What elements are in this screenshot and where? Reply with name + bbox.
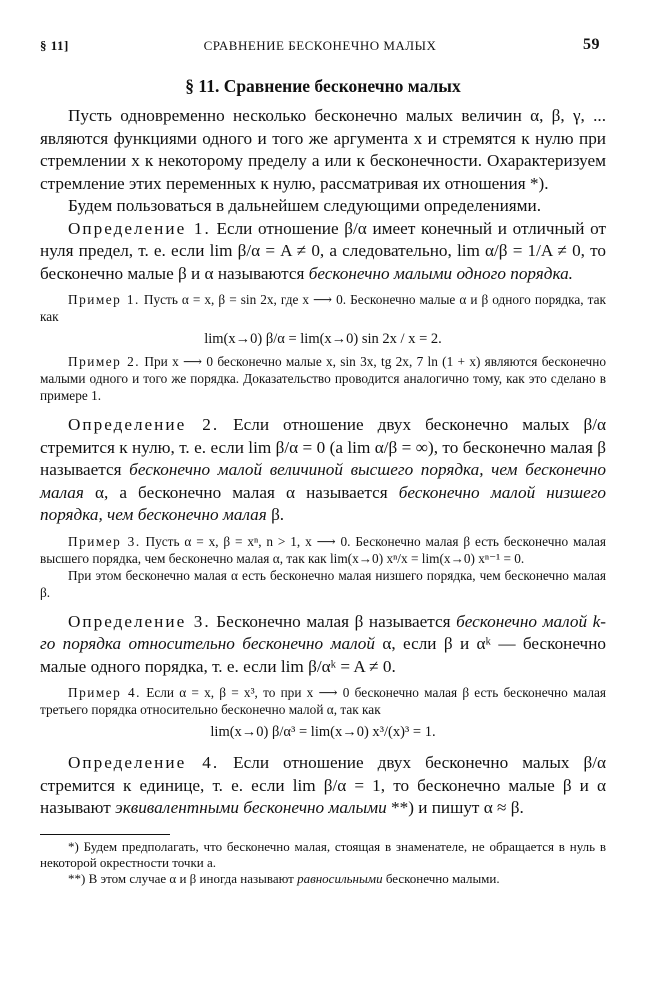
- page-number: 59: [583, 36, 600, 53]
- definition-3-label: Определение 3.: [68, 611, 211, 631]
- definition-3-term: бесконечно малой k-го порядка относительно бесконечно малой: [40, 611, 606, 653]
- definition-1: [40, 218, 606, 286]
- definition-1-term: бесконечно малыми одного порядка.: [308, 263, 573, 283]
- header-section-mark: § 11]: [40, 38, 69, 53]
- definition-4-text-2: **) и пишут α ≈ β.: [386, 798, 524, 817]
- example-4-label: Пример 4.: [68, 685, 142, 700]
- intro-paragraph: Пусть одновременно несколько бесконечно малых величин α, β, γ, ... являются функциями одного и того же аргумента x и стремятся к нулю при стремлении x к некоторому пределу a или к бесконечности. Охарактеризуем стремление этих переменных к нулю, рассматривая их отношения *).: [40, 106, 606, 193]
- page-body: [40, 76, 606, 887]
- definition-1-label: Определение 1.: [68, 218, 211, 238]
- footnote-divider: [40, 834, 170, 835]
- example-2-text: При x ⟶ 0 бесконечно малые x, sin 3x, tg 2x, 7 ln (1 + x) являются бесконечно малыми одного и того же порядка. Доказательство проводится аналогично тому, как это сделано в примере 1.: [40, 354, 606, 403]
- example-4: [40, 684, 606, 718]
- definition-2-text-3: β.: [266, 505, 285, 524]
- definition-2-term-1: бесконечно малой величиной высшего порядка, чем бесконечно малая: [40, 460, 606, 502]
- header-running-title: СРАВНЕНИЕ БЕСКОНЕЧНО МАЛЫХ: [203, 38, 437, 53]
- example-4-formula: lim(x→0) β/α³ = lim(x→0) x³/(x)³ = 1.: [210, 724, 436, 740]
- example-3-label: Пример 3.: [68, 533, 141, 549]
- intro-sentence: Будем пользоваться в дальнейшем следующими определениями.: [68, 196, 542, 215]
- example-2-label: Пример 2.: [68, 354, 141, 369]
- definition-3-text-1: Бесконечно малая β называется: [210, 611, 457, 631]
- definition-4-text-1: Если отношение двух бесконечно малых β/α стремится к единице, т. е. если lim β/α = 1, то бесконечно малые β и α называют: [40, 753, 607, 817]
- footnote-1: *) Будем предполагать, что бесконечно малая, стоящая в знаменателе, не обращается в нуль в некоторой окрестности точки a.: [40, 838, 606, 870]
- definition-4-term: эквивалентными бесконечно малыми: [115, 798, 387, 817]
- footnote-2-term: равносильными: [297, 870, 383, 886]
- footnote-2: [40, 871, 606, 887]
- definition-2-label: Определение 2.: [68, 415, 220, 434]
- example-3: [40, 533, 606, 567]
- definition-4-label: Определение 4.: [68, 753, 220, 772]
- footnote-2-text-b: бесконечно малыми.: [382, 870, 500, 886]
- definition-3: [40, 611, 606, 679]
- definition-4: [40, 752, 606, 820]
- definition-2-term-2: бесконечно малой низшего порядка, чем бесконечно малая: [40, 482, 606, 524]
- definition-3-text-2: α, если β и αᵏ — бесконечно малые одного порядка, т. е. если lim β/αᵏ = A ≠ 0.: [40, 634, 606, 676]
- example-1: [40, 291, 606, 325]
- page-header: [40, 36, 600, 58]
- example-3-note: При этом бесконечно малая α есть бесконечно малая низшего порядка, чем бесконечно малая β.: [40, 567, 606, 600]
- example-3-text: Пусть α = x, β = xⁿ, n > 1, x ⟶ 0. Бесконечно малая β есть бесконечно малая высшего порядка, чем бесконечно малая α, так как lim(x→0) xⁿ/x = lim(x→0) xⁿ⁻¹ = 0.: [40, 533, 606, 566]
- example-2: [40, 353, 606, 404]
- footnote-2-text-a: **) В этом случае α и β иногда называют: [68, 870, 298, 886]
- definition-2-text-2: α, а бесконечно малая α называется: [83, 482, 399, 502]
- section-title: § 11. Сравнение бесконечно малых: [185, 76, 461, 96]
- definition-1-text: Если отношение β/α имеет конечный и отличный от нуля предел, т. е. если lim β/α = A ≠ 0, а следовательно, lim α/β = 1/A ≠ 0, то бесконечно малые β и α называются: [40, 218, 606, 283]
- example-1-formula: lim(x→0) β/α = lim(x→0) sin 2x / x = 2.: [204, 331, 442, 347]
- example-4-text: Если α = x, β = x³, то при x ⟶ 0 бесконечно малая β есть бесконечно малая третьего порядка относительно бесконечно малой α, так как: [40, 685, 606, 717]
- definition-2-text-1: Если отношение двух бесконечно малых β/α стремится к нулю, т. е. если lim β/α = 0 (a lim α/β = ∞), то бесконечно малая β называется: [40, 415, 607, 479]
- example-1-text: Пусть α = x, β = sin 2x, где x ⟶ 0. Бесконечно малые α и β одного порядка, так как: [40, 292, 606, 324]
- example-1-label: Пример 1.: [68, 292, 140, 307]
- definition-2: [40, 414, 606, 527]
